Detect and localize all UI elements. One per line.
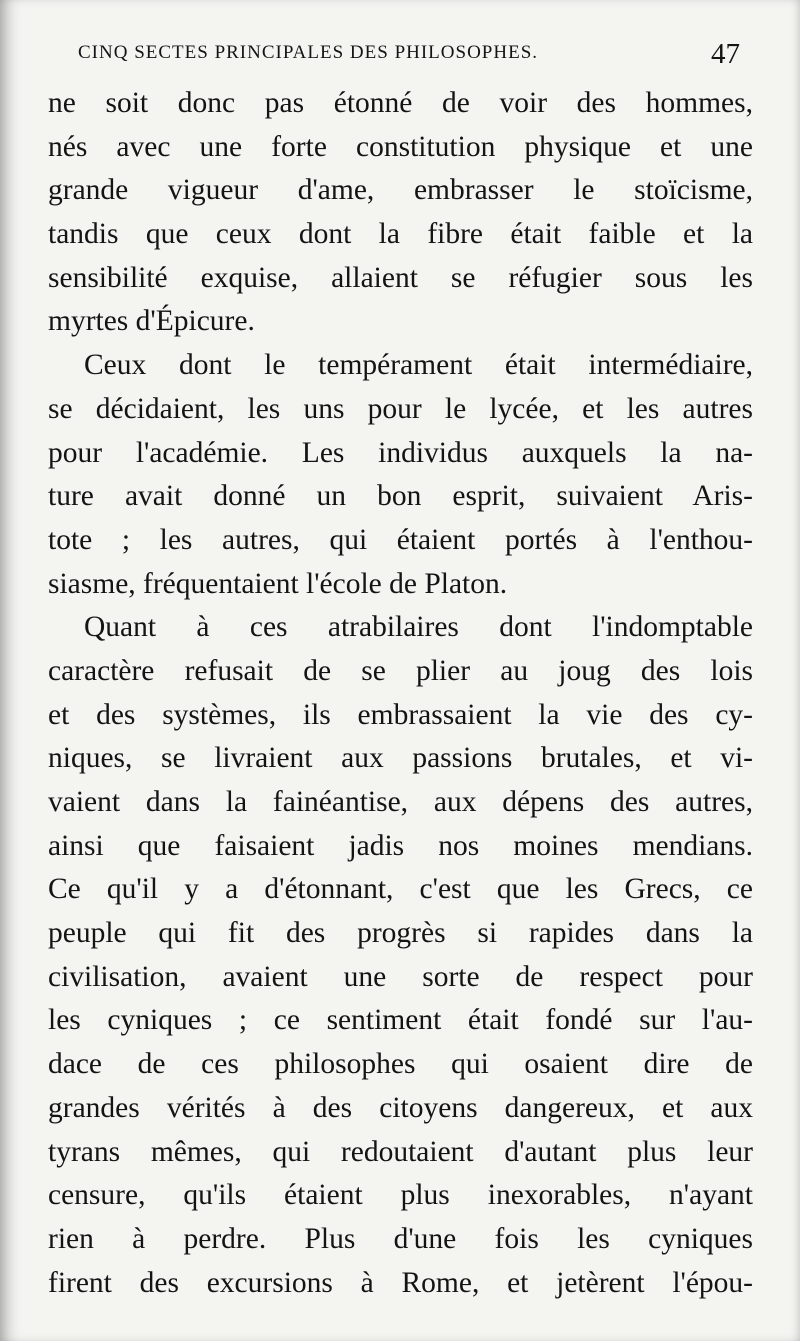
text-line: grande vigueur d'ame, embrasser le stoïcisme,: [48, 174, 753, 207]
text-line: les cyniques ; ce sentiment était fondé sur l'au-: [48, 1004, 753, 1037]
text-line: dace de ces philosophes qui osaient dire de: [48, 1048, 753, 1081]
text-line: grandes vérités à des citoyens dangereux, et aux: [48, 1091, 753, 1124]
text-line: Quant à ces atrabilaires dont l'indomptable: [84, 611, 753, 644]
text-line: siasme, fréquentaient l'école de Platon.: [48, 567, 508, 600]
text-line: peuple qui fit des progrès si rapides dans la: [48, 917, 753, 950]
paragraph: [48, 606, 753, 1305]
text-line: tyrans mêmes, qui redoutaient d'autant plus leur: [48, 1135, 753, 1168]
text-line: tote ; les autres, qui étaient portés à l'enthou-: [48, 523, 753, 556]
text-line: ainsi que faisaient jadis nos moines mendians.: [48, 829, 753, 862]
text-line: et des systèmes, ils embrassaient la vie des cy-: [48, 698, 753, 731]
text-line: vaient dans la fainéantise, aux dépens des autres,: [48, 786, 753, 818]
text-line: tandis que ceux dont la fibre était faible et la: [48, 218, 753, 251]
text-line: nés avec une forte constitution physique et une: [48, 130, 753, 163]
page-header: [78, 38, 740, 74]
text-line: Ceux dont le tempérament était intermédiaire,: [84, 349, 753, 382]
page-number: 47: [711, 38, 740, 70]
text-line: pour l'académie. Les individus auxquels la na-: [48, 436, 753, 469]
text-line: rien à perdre. Plus d'une fois les cyniques: [48, 1222, 753, 1255]
text-line: sensibilité exquise, allaient se réfugier sous les: [48, 261, 753, 294]
body-text: [48, 82, 753, 1305]
text-line: niques, se livraient aux passions brutales, et vi-: [48, 742, 753, 775]
text-line: Ce qu'il y a d'étonnant, c'est que les Grecs, ce: [48, 873, 753, 906]
text-line: myrtes d'Épicure.: [48, 305, 255, 338]
text-line: caractère refusait de se plier au joug des lois: [48, 654, 753, 687]
text-line: firent des excursions à Rome, et jetèrent l'épou-: [48, 1266, 753, 1299]
paragraph: [48, 82, 753, 344]
text-line: censure, qu'ils étaient plus inexorables, n'ayant: [48, 1179, 753, 1212]
text-line: se décidaient, les uns pour le lycée, et les autres: [48, 392, 753, 425]
text-line: civilisation, avaient une sorte de respect pour: [48, 960, 753, 993]
paragraph: [48, 344, 753, 606]
text-line: ture avait donné un bon esprit, suivaient Aris-: [48, 480, 753, 513]
running-head: CINQ SECTES PRINCIPALES DES PHILOSOPHES.: [78, 42, 539, 63]
text-line: ne soit donc pas étonné de voir des hommes,: [48, 87, 753, 119]
